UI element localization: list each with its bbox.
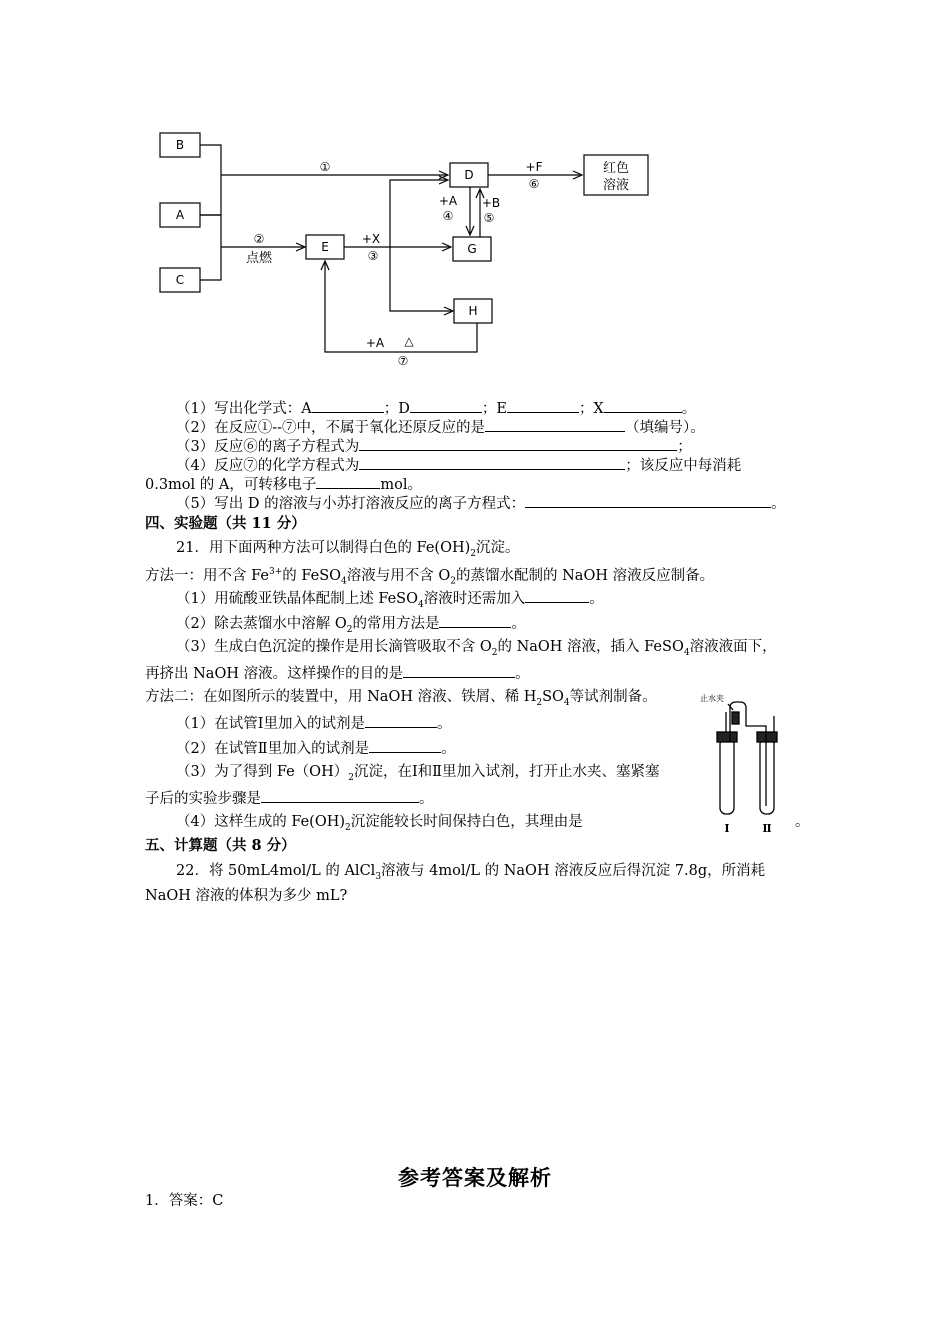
q20-blank-reactions[interactable] xyxy=(485,417,625,432)
reaction-1-label: ① xyxy=(319,160,331,174)
q21-m1-q3-cont: 再挤出 NaOH 溶液。这样操作的目的是 。 xyxy=(145,663,530,684)
box-red-label-2: 溶液 xyxy=(602,178,630,193)
section-5-heading: 五、计算题（共 8 分） xyxy=(145,837,296,854)
box-c-label: C xyxy=(175,273,185,287)
q20-part4: （4）反应⑦的化学方程式为 ；该反应中每消耗 xyxy=(176,455,741,476)
box-b-label: B xyxy=(175,138,185,152)
reaction-7-label: ⑦ xyxy=(397,354,409,368)
q20-blank-ionic-eq-2[interactable] xyxy=(525,493,771,508)
q22-line1: 22．将 50mL4mol/L 的 AlCl$_3$溶液与 4mol/L 的 NaOH 溶液反应后得沉淀 7.8g，所消耗 xyxy=(176,863,766,882)
q20-blank-d[interactable] xyxy=(410,398,482,413)
q21-m1-q1: （1）用硫酸亚铁晶体配制上述 FeSO$_4$溶液时还需加入 。 xyxy=(176,588,604,615)
reaction-5-label: ⑤ xyxy=(483,211,495,225)
box-red-label-1: 红色 xyxy=(602,161,630,176)
reaction-6-label: ⑥ xyxy=(528,177,540,191)
q21-blank-method[interactable] xyxy=(439,613,511,628)
box-h-label: H xyxy=(468,304,478,318)
q20-blank-chem-eq[interactable] xyxy=(359,455,625,470)
q21-m2-q4-end: 。 xyxy=(795,814,810,830)
box-g-label: G xyxy=(467,242,477,256)
box-d-label: D xyxy=(464,168,474,182)
reaction-2-note: 点燃 xyxy=(245,251,273,266)
box-a-label: A xyxy=(175,208,185,222)
q21-intro: 21．用下面两种方法可以制得白色的 $Fe(OH)_2$沉淀。 xyxy=(176,540,520,559)
q20-part4-cont: 0.3mol 的 A，可转移电子 mol。 xyxy=(145,474,422,495)
reaction-4-reagent: +A xyxy=(438,194,458,208)
q22-line2: NaOH 溶液的体积为多少 mL? xyxy=(145,888,348,904)
q21-blank-purpose[interactable] xyxy=(403,663,515,678)
q21-blank-tube1[interactable] xyxy=(365,713,437,728)
q21-blank-tube2[interactable] xyxy=(369,738,441,753)
q21-blank-additive[interactable] xyxy=(525,588,589,603)
reaction-5-reagent: +B xyxy=(481,196,501,210)
q21-m2-q3: （3）为了得到 $Fe(OH)_2$沉淀，在Ⅰ和Ⅱ里加入试剂，打开止水夹、塞紧塞 xyxy=(176,764,660,783)
reaction-2-label: ② xyxy=(253,232,265,246)
q21-m1-q2: （2）除去蒸馏水中溶解 $O_2$的常用方法是 。 xyxy=(176,613,526,640)
reaction-7-reagent: +A xyxy=(365,336,385,350)
q20-blank-x[interactable] xyxy=(604,398,682,413)
q20-part5: （5）写出 D 的溶液与小苏打溶液反应的离子方程式： 。 xyxy=(176,493,786,514)
q20-blank-ionic-eq[interactable] xyxy=(359,436,677,451)
q20-blank-e[interactable] xyxy=(507,398,579,413)
q21-method2: 方法二：在如图所示的装置中，用 NaOH 溶液、铁屑、稀 $H_2SO_4$等试剂制备。 xyxy=(145,689,657,708)
q21-m2-q3-cont: 子后的实验步骤是 。 xyxy=(145,788,434,809)
reaction-3-reagent: +X xyxy=(361,232,381,246)
q21-m2-q4: （4）这样生成的 $Fe(OH)_2$沉淀能较长时间保持白色，其理由是 xyxy=(176,814,583,833)
box-e-label: E xyxy=(321,240,329,254)
answers-title: 参考答案及解析 xyxy=(398,1165,552,1190)
q20-blank-a[interactable] xyxy=(312,398,384,413)
q21-method1: 方法一：用不含 $Fe^{3+}$的 FeSO$_4$溶液与用不含 $O_2$的蒸馏水配制的 NaOH 溶液反应制备。 xyxy=(145,567,715,587)
section-4-heading: 四、实验题（共 11 分） xyxy=(145,515,306,532)
q21-blank-steps[interactable] xyxy=(261,788,419,803)
answer-1: 1．答案：C xyxy=(145,1193,224,1209)
two-tube-apparatus xyxy=(700,690,788,840)
q21-m1-q3: （3）生成白色沉淀的操作是用长滴管吸取不含 $O_2$的 NaOH 溶液，插入 FeSO$_4$溶液液面下， xyxy=(176,639,777,658)
reaction-3-label: ③ xyxy=(367,249,379,263)
reaction-6-reagent: +F xyxy=(525,160,543,174)
reaction-4-label: ④ xyxy=(442,209,454,223)
tube-2-label: Ⅱ xyxy=(762,822,772,835)
q21-m2-q1: （1）在试管Ⅰ里加入的试剂是 。 xyxy=(176,713,451,734)
q21-m2-q2: （2）在试管Ⅱ里加入的试剂是 。 xyxy=(176,738,456,759)
tube-1-label: Ⅰ xyxy=(724,822,730,835)
reaction-flow-diagram xyxy=(143,125,676,377)
clip-label: 止水夹 xyxy=(700,694,724,703)
q20-part2: （2）在反应①--⑦中，不属于氧化还原反应的是 （填编号）。 xyxy=(176,417,705,438)
q20-part1: （1）写出化学式：A ；D ；E ；X 。 xyxy=(176,398,696,419)
q20-part3: （3）反应⑥的离子方程式为 ； xyxy=(176,436,692,457)
reaction-7-heat: △ xyxy=(404,334,414,348)
q20-blank-electrons[interactable] xyxy=(316,474,380,489)
